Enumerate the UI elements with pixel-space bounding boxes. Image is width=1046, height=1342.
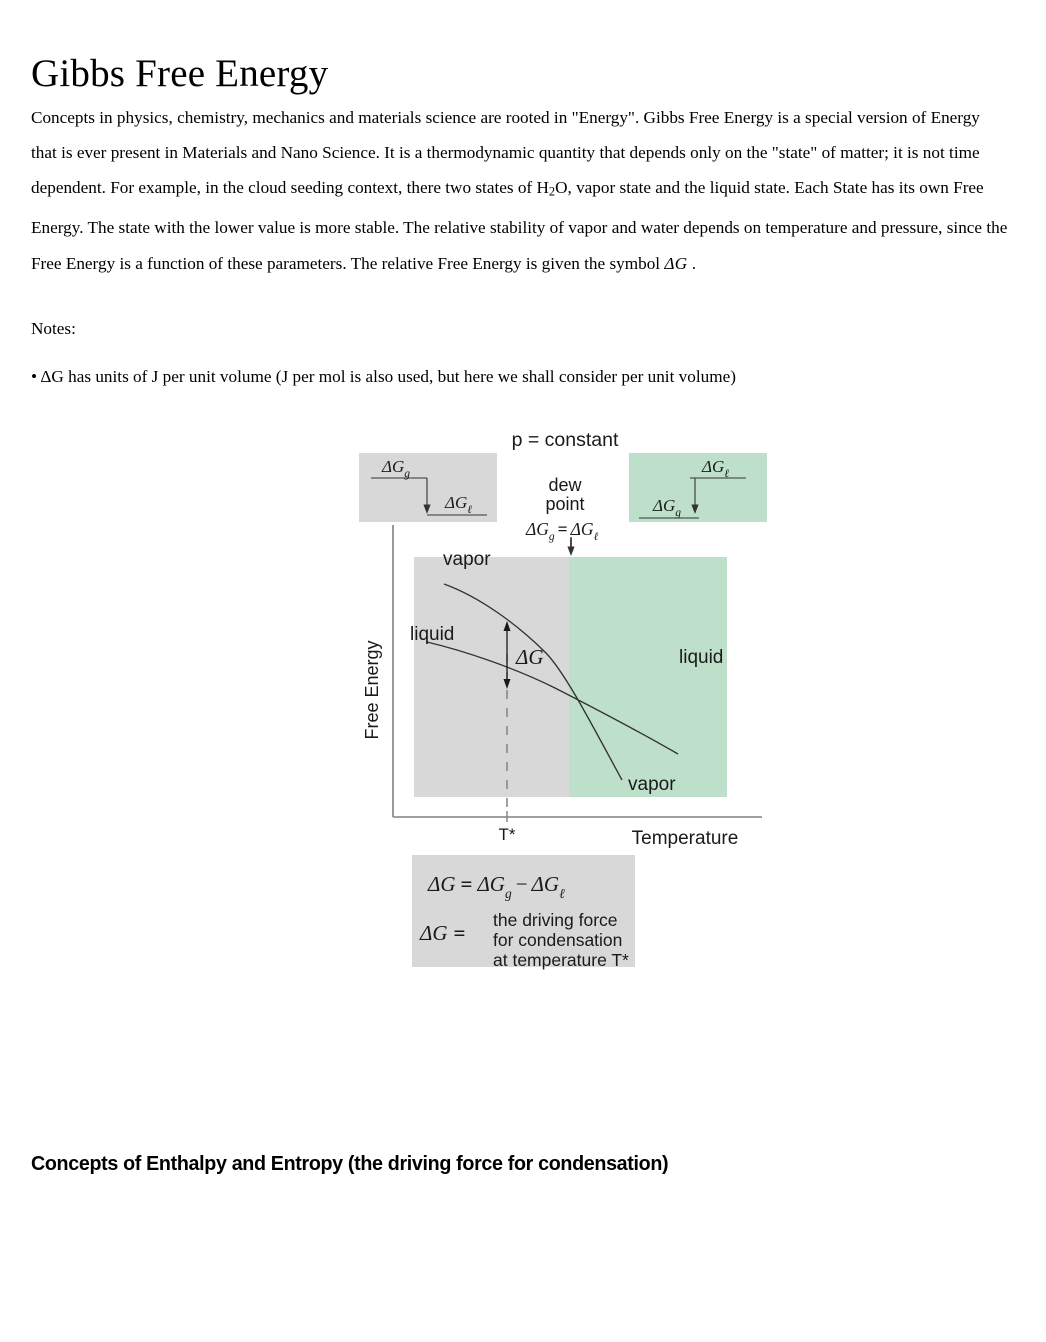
left-energy-level-box [359,453,497,522]
caption-definition-line1: the driving force [493,910,618,930]
dew-point-arrowhead-group [567,539,574,556]
dew-point-label-line1: dew [548,475,582,495]
right-box-lower-level-label: $\Delta G_g$ [653,496,682,519]
left-box-lower-level-label: $\Delta G_\ell$ [445,493,473,516]
dew-point-label-line2: point [545,494,585,514]
vapor-label-left: vapor [443,549,491,570]
vapor-label-right: vapor [628,774,676,795]
right-box-upper-level-label: $\Delta G_\ell$ [702,457,730,480]
delta-g-measure-label: ΔG [516,645,544,669]
caption-equation: $\Delta G = \Delta G_g - \Delta G_\ell$ [428,872,565,901]
notes-label: Notes: [31,319,76,338]
y-axis-label: Free Energy [362,640,382,740]
caption-definition-lhs: ΔG = [420,921,466,945]
t-star-tick-label: T* [498,825,516,844]
section-heading-enthalpy-entropy: Concepts of Enthalpy and Entropy (the driving force for condensation) [31,1152,669,1175]
figure-top-label: p = constant [511,429,619,451]
liquid-label-left: liquid [410,624,455,645]
right-energy-level-box [629,453,767,522]
gibbs-free-energy-figure [350,425,780,1065]
notes-bullet-item: • ΔG has units of J per unit volume (J per mol is also used, but here we shall consider per unit volume) [31,367,736,386]
plot-region-above-dew-point [569,557,727,797]
dew-point-equation: $\Delta G_g = \Delta G_\ell$ [526,519,599,543]
caption-definition-line2: for condensation [493,930,623,950]
intro-paragraph: Concepts in physics, chemistry, mechanics and materials science are rooted in "Energy". Gibbs Free Energy is a special version of Energy that is ever present in Materials and Nano Science. It is a thermodynamic quantity that depends only on the "state" of matter; it is not time dependent. For example, in the cloud seeding context, there two states of $H_2O$, vapor state and the liquid state. Each State has its own Free Energy. The state with the lower value is more stable. The relative stability of vapor and water depends on temperature and pressure, since the Free Energy is a function of these parameters. The relative Free Energy is given the symbol ΔG . [31,108,1008,273]
left-box-upper-level-label: $\Delta G_g$ [382,457,411,480]
caption-definition-line3: at temperature T* [493,950,629,970]
page-title: Gibbs Free Energy [31,52,329,96]
liquid-label-right: liquid [679,647,724,668]
plot-region-below-dew-point [414,557,569,797]
x-axis-label: Temperature [631,828,739,849]
